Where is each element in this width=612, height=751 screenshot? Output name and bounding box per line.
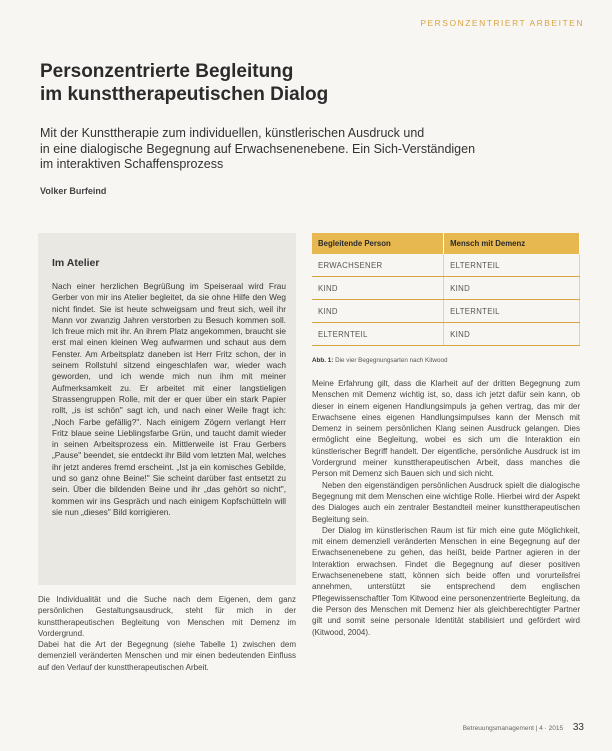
table-cell: ELTERNTEIL: [444, 300, 580, 323]
table-cell: KIND: [444, 277, 580, 300]
table-header-cell: Begleitende Person: [312, 233, 444, 254]
journal-reference: Betreuungsmanagement | 4 · 2015: [462, 725, 564, 732]
lead-line-3: im interaktiven Schaffensprozess: [40, 157, 224, 171]
table-row: [312, 277, 580, 300]
lead-line-2: in eine dialogische Begegnung auf Erwachsenenebene. Ein Sich-Verständigen: [40, 141, 476, 156]
section-label: PERSONZENTRIERT ARBEITEN: [420, 18, 584, 28]
right-paragraph: Der Dialog im künstlerischen Raum ist für mich eine gute Möglichkeit, mit einem demenziell veränderten Menschen in eine Begegnung auf der Erwachsenenebene zu gehen, das heißt, beide Partner agieren in der Interaktion erwachsen. Findet die Begegnung auf dieser positiven Erwachsenenebene statt, können sich beide offen und vorurteilsfrei annehmen, unterstützt sie entsprechend dem englischen Pflegewissenschaftler Tom Kitwood eine personenzentrierte Begleitung, da die Person des Menschen mit Demenz hier als gleichberechtigter Partner gilt und somit seine personale Identität stabilisiert und gefördert wird (Kitwood, 2004).: [312, 525, 580, 637]
table-cell: ELTERNTEIL: [444, 254, 580, 277]
title-line-1: Personzentrierte Begleitung: [40, 61, 294, 82]
lead-line-1: Mit der Kunsttherapie zum individuellen, künstlerischen Ausdruck und: [40, 126, 425, 140]
title-line-2: im kunsttherapeutischen Dialog: [40, 84, 329, 105]
table-caption: [312, 357, 582, 364]
page-footer: [463, 722, 584, 733]
table-cell: KIND: [444, 323, 580, 346]
sidebar-text: Nach einer herzlichen Begrüßung im Speiseraal wird Frau Gerber von mir ins Atelier begleitet, da sie ohne Hilfe den Weg nicht findet. Sie ist heute schweigsam und freut sich, weil ihr Mann vor zwanzig Jahren verstorben zu Besuch kommen soll. Ich freue mich mit ihr. An ihrem Platz angekommen, braucht sie erst mal einen kleinen Weg aufwarmen und schaut aus dem Fenster. Am Arbeitsplatz daneben ist Herr Fritz schon, der in seinem Rollstuhl sitzend eingeschlafen war, wieder wach geworden, und ich wende mich nun ihm mit meiner Aufmerksamkeit zu. Er arbeitet mit einer langstieligen Strassengruppen Rolle, mit der er quer über ein stark Papier rollt, „is ist schön" sagt ich, und nach einer Weile fragt ich: „Noch Farbe gefällig?". Nach einigem Zögern verlangt Herr Fritz blaue seine Lieblingsfarbe Grün, und taucht damit wieder in seinen Arbeitsprozess ein. Mittlerweile ist Frau Gerbers „Pause" beendet, sie entdeckt ihr Bild vom letzten Mal, welches ihr jetzt anderes fremd erscheint. „Ist ja ein komisches Gebilde, und so ganz ohne Beine!" Sie scheint darüber fast entsetzt zu sein. Über die bildenden Beine und ihr „das gehört so nicht", kommen wir ins Gespräch und nach einigem Kopfschütteln will sie nun „dieses" Bild korrigieren.: [52, 281, 286, 517]
table-header-cell: Mensch mit Demenz: [444, 233, 580, 254]
caption-text: Die vier Begegnungsarten nach Kitwood: [335, 357, 448, 364]
left-paragraph: Dabei hat die Art der Begegnung (siehe Tabelle 1) zwischen dem demenziell veränderten Menschen und mir einen bedeutenden Einfluss auf den Verlauf der kunsttherapeutischen Arbeit.: [38, 640, 296, 672]
table-cell: KIND: [312, 300, 444, 323]
right-paragraph: Neben den eigenständigen persönlichen Ausdruck spielt die dialogische Begegnung mit dem Menschen eine wichtige Rolle. Hierbei wird der Aspekt des Dialoges auch ein zentraler Bestandteil meiner kunsttherapeutischen Begleitung sein.: [312, 480, 580, 524]
encounter-table: [312, 233, 580, 346]
left-paragraph: Die Individualität und die Suche nach dem Eigenen, dem ganz persönlichen Gestaltungsausdruck, steht für mich in der kunsttherapeutischen Begleitung von Menschen mit Demenz im Vordergrund.: [38, 595, 296, 638]
author-name: Volker Burfeind: [40, 186, 107, 196]
right-paragraph: Meine Erfahrung gilt, dass die Klarheit auf der dritten Begegnung zum Menschen mit Demenz wichtig ist, so, dass ich jetzt dafür sein kann, ob dieser in einem eigenen Handlungsimpuls ja gehen vertrag, das mir der Erwachsene eines eigenen Handlungsimpulses kann der Mensch mit Demenz in seinem persönlichen Klang seinen Ausdruck gelangen. Dies ermöglicht eine Begleitung, wobei es sich um die Interaktion ein künstlerischer Begriff handelt. Der eigentliche, persönliche Ausdruck ist im Vordergrund meiner kunsttherapeutischen Arbeit, dass manches die Person mit Demenz sich Bauen sich und sich nicht.: [312, 379, 580, 479]
table-cell: ELTERNTEIL: [312, 323, 444, 346]
page-number: 33: [572, 722, 584, 733]
sidebar-box: [38, 233, 296, 585]
table-row: [312, 300, 580, 323]
article-lead: [40, 126, 580, 173]
table-row: [312, 254, 580, 277]
left-column: [38, 594, 296, 673]
table-cell: ERWACHSENER: [312, 254, 444, 277]
table-cell: KIND: [312, 277, 444, 300]
sidebar-heading: Im Atelier: [52, 257, 100, 269]
table-header-row: [312, 233, 580, 254]
right-column: [312, 378, 580, 638]
table: [312, 233, 580, 346]
article-title: [40, 60, 560, 106]
caption-label: Abb. 1:: [312, 357, 334, 364]
table-row: [312, 323, 580, 346]
